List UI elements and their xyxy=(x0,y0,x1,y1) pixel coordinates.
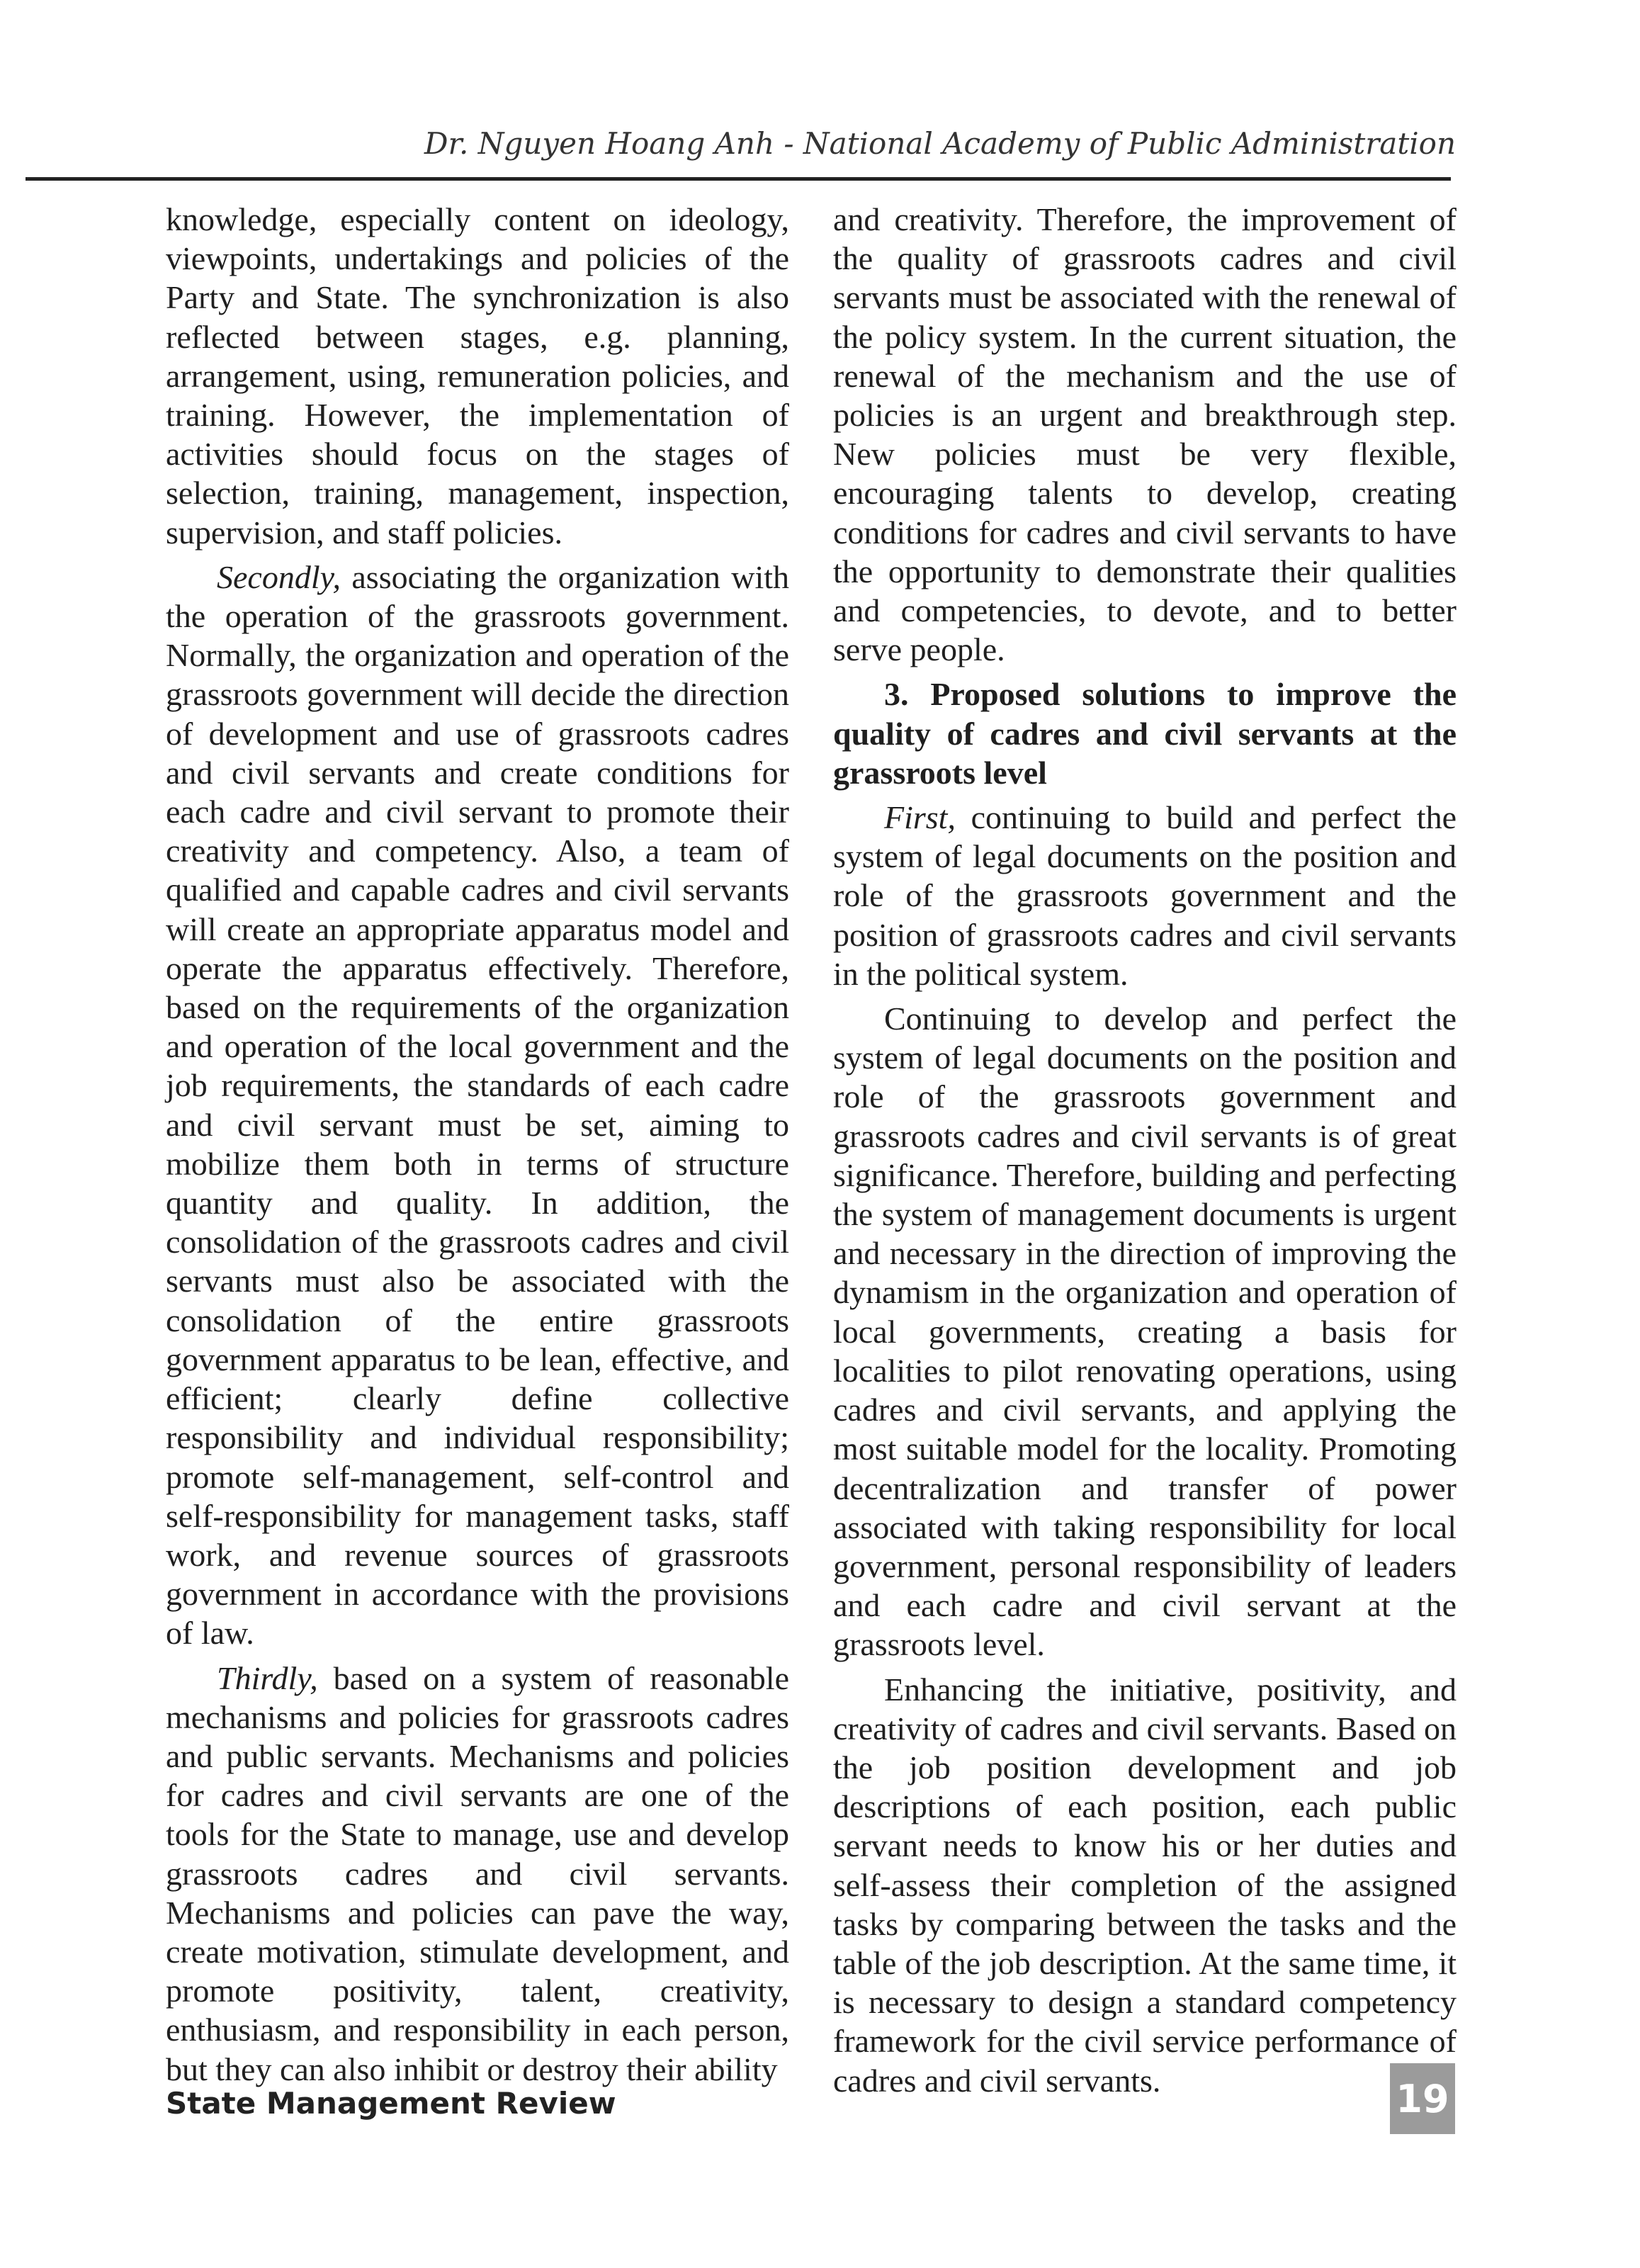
left-column xyxy=(166,200,789,2094)
secondly-text: associating the organization with the operation of the grassroots government. Normally, the organization and operation of the grassroots government will decide the direction of development and use of grassroots cadres and civil servants and create conditions for each cadre and civil servant to promote their creativity and competency. Also, a team of qualified and capable cadres and civil servants will create an appropriate apparatus model and operate the apparatus effectively. Therefore, based on the requirements of the organization and operation of the local government and the job requirements, the standards of each cadre and civil servant must be set, aiming to mobilize them both in terms of structure quantity and quality. In addition, the consolidation of the grassroots cadres and civil servants must also be associated with the consolidation of the entire grassroots government apparatus to be lean, effective, and efficient; clearly define collective responsibility and individual responsibility; promote self-management, self-control and self-responsibility for management tasks, staff work, and revenue sources of grassroots government in accordance with the provisions of law. xyxy=(166,558,789,1652)
thirdly-text: based on a system of reasonable mechanisms and policies for grassroots cadres and public servants. Mechanisms and policies for cadres and civil servants are one of the tools for the State to manage, use and develop grassroots cadres and civil servants. Mechanisms and policies can pave the way, create motivation, stimulate development, and promote positivity, talent, creativity, enthusiasm, and responsibility in each person, but they can also inhibit or destroy their ability xyxy=(166,1659,789,2087)
first-lead: First, xyxy=(884,799,956,836)
page-number: 19 xyxy=(1390,2063,1455,2134)
journal-title: State Management Review xyxy=(166,2086,616,2121)
running-head: Dr. Nguyen Hoang Anh - National Academy of Public Administration xyxy=(424,126,1456,161)
right-paragraph-3: Continuing to develop and perfect the system of legal documents on the position and role of the grassroots government and grassroots cadres and civil servants is of great significance. Therefore, building and perfecting the system of management documents is urgent and necessary in the direction of improving the dynamism in the organization and operation of local governments, creating a basis for localities to pilot renovating operations, using cadres and civil servants, and applying the most suitable model for the locality. Promoting decentralization and transfer of power associated with taking responsibility for local government, personal responsibility of leaders and each cadre and civil servant at the grassroots level. xyxy=(833,1000,1457,1663)
left-paragraph-2 xyxy=(166,558,789,1653)
section-heading: 3. Proposed solutions to improve the quality of cadres and civil servants at the grassroots level xyxy=(833,676,1457,791)
left-paragraph-1: knowledge, especially content on ideology, viewpoints, undertakings and policies of the Party and State. The synchronization is also reflected between stages, e.g. planning, arrangement, using, remuneration policies, and training. However, the implementation of activities should focus on the stages of selection, training, management, inspection, supervision, and staff policies. xyxy=(166,201,789,551)
header-rule xyxy=(26,177,1451,181)
thirdly-lead: Thirdly, xyxy=(217,1659,318,1696)
right-paragraph-1: and creativity. Therefore, the improvement of the quality of grassroots cadres and civil servants must be associated with the renewal of the policy system. In the current situation, the renewal of the mechanism and the use of policies is an urgent and breakthrough step. New policies must be very flexible, encouraging talents to develop, creating conditions for cadres and civil servants to have the opportunity to demonstrate their qualities and competencies, to devote, and to better serve people. xyxy=(833,201,1457,668)
right-paragraph-2 xyxy=(833,798,1457,993)
right-paragraph-4: Enhancing the initiative, positivity, and creativity of cadres and civil servants. Based on the job position development and job descriptions of each position, each public servant needs to know his or her duties and self-assess their completion of the assigned tasks by comparing between the tasks and the table of the job description. At the same time, it is necessary to design a standard competency framework for the civil service performance of cadres and civil servants. xyxy=(833,1671,1457,2099)
secondly-lead: Secondly, xyxy=(217,558,341,595)
first-text: continuing to build and perfect the system of legal documents on the position and role of the grassroots government and the position of grassroots cadres and civil servants in the political system. xyxy=(833,799,1457,992)
left-paragraph-3 xyxy=(166,1659,789,2089)
right-column xyxy=(833,200,1457,2106)
